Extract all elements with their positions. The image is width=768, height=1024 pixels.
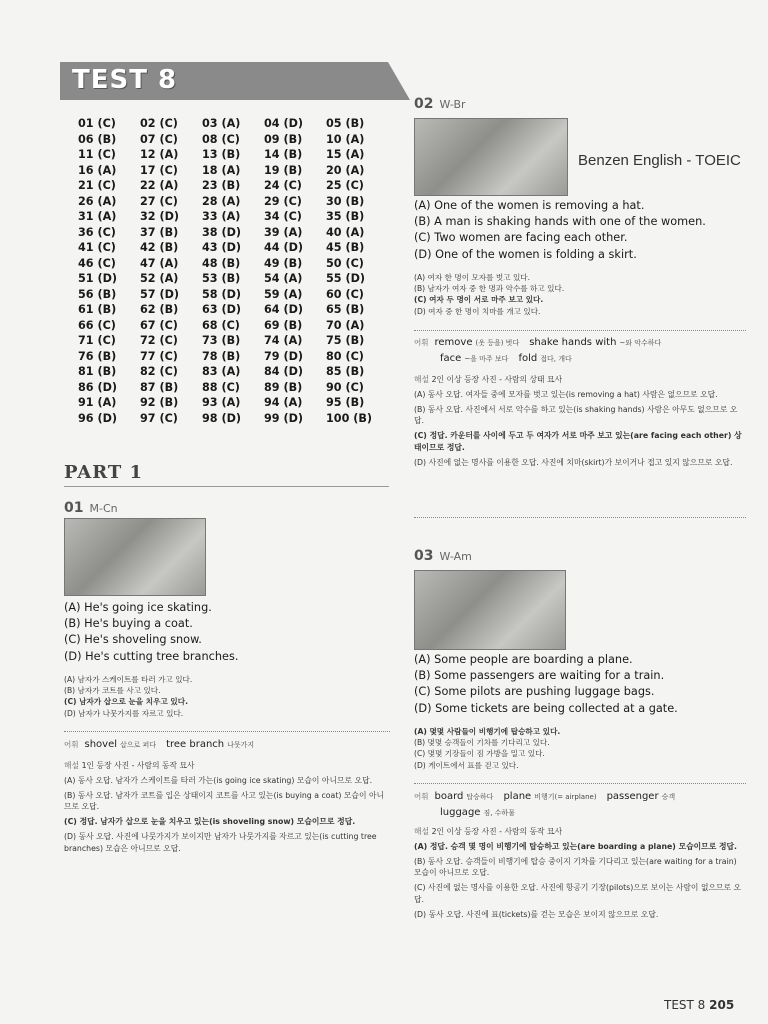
vocab-meaning: (옷 등을) 벗다 [475,339,520,347]
answer-item: 99 (D) [264,411,303,425]
q01-speaker: M-Cn [89,502,118,515]
q03-heading [414,548,472,564]
q01-photo [64,518,206,596]
answer-item: 83 (A) [202,365,241,378]
answer-item: 44 (D) [264,241,303,254]
answer-item: 40 (A) [326,225,365,239]
vocab-meaning: ~와 악수하다 [619,339,662,347]
answer-item: 02 (C) [140,117,178,130]
answer-item: 90 (C) [326,380,364,394]
answer-item: 56 (B) [78,287,117,301]
answer-item: 54 (A) [264,272,303,285]
q03-expl-b: (B) 동사 오답. 승객들이 비행기에 탑승 중이지 기차를 기다리고 있는(are waiting for a train) 모습이 아니므로 오답. [414,856,737,878]
q01-vocab [64,737,264,753]
answer-item: 28 (A) [202,194,241,208]
answer-item: 67 (C) [140,318,178,332]
vocab-meaning: 삽으로 퍼다 [120,741,157,749]
answer-item: 77 (C) [140,349,178,363]
part-divider [64,486,389,487]
q03-option-b: (B) Some passengers are waiting for a train. [414,669,665,683]
q01-option-c: (C) He's shoveling snow. [64,633,202,647]
answer-item: 39 (A) [264,225,303,239]
vocab-meaning: ~을 마주 보다 [464,355,509,363]
answer-item: 41 (C) [78,241,116,254]
q03-korean-c: (C) 몇몇 기장들이 짐 가방을 밀고 있다. [414,749,545,759]
answer-item: 52 (A) [140,272,179,285]
q01-korean-b: (B) 남자가 코트를 사고 있다. [64,686,161,696]
answer-item: 23 (B) [202,179,241,192]
q02-number: 02 [414,96,434,112]
answer-item: 11 (C) [78,148,116,161]
q03-options [414,652,678,717]
vocab-word: face [440,353,462,364]
answer-item: 27 (C) [140,194,178,208]
q01-korean-d: (D) 남자가 나뭇가지를 자르고 있다. [64,708,184,718]
answer-item: 94 (A) [264,396,303,409]
answer-item: 98 (D) [202,411,241,425]
vocab-word: remove [434,337,473,348]
vocab-word: tree branch [166,739,225,750]
answer-item: 80 (C) [326,349,364,363]
answer-item: 42 (B) [140,241,179,254]
q01-explanation [64,760,390,858]
answer-item: 70 (A) [326,318,365,332]
q02-vocab [414,335,671,367]
footer-label: TEST 8 [664,998,706,1012]
answer-item: 81 (B) [78,365,117,378]
answer-item: 13 (B) [202,148,241,161]
q03-expl-label: 해설 [414,827,430,836]
answer-item: 84 (D) [264,365,303,378]
vocab-word: shake hands with [529,337,617,348]
answer-item: 01 (C) [78,117,116,130]
answer-item: 60 (C) [326,287,364,301]
answer-item: 91 (A) [78,396,117,409]
answer-item: 89 (B) [264,380,303,394]
answer-item: 75 (B) [326,334,365,347]
answer-item: 32 (D) [140,210,179,223]
q03-option-c: (C) Some pilots are pushing luggage bags. [414,685,655,699]
q03-expl-d: (D) 동사 오답. 사진에 표(tickets)를 걷는 모습은 보이지 않으므로 오답. [414,909,659,919]
answer-item: 62 (B) [140,303,179,316]
q02-expl-label: 해설 [414,375,430,384]
q02-korean-c: (C) 여자 두 명이 서로 마주 보고 있다. [414,295,544,305]
answer-item: 10 (A) [326,132,365,146]
answer-item: 21 (C) [78,179,116,192]
answer-item: 72 (C) [140,334,178,347]
answer-item: 86 (D) [78,380,117,394]
answer-item: 95 (B) [326,396,365,409]
answer-item: 38 (D) [202,225,241,239]
answer-item: 20 (A) [326,163,365,177]
q02-expl-c: (C) 정답. 카운터를 사이에 두고 두 여자가 서로 마주 보고 있는(are facing each other) 상태이므로 정답. [414,431,742,452]
vocab-word: board [434,791,464,802]
answer-item: 63 (D) [202,303,241,316]
answer-item: 35 (B) [326,210,365,223]
page-number: 205 [709,998,735,1012]
q03-vocab-label: 어휘 [414,792,429,801]
answer-item: 93 (A) [202,396,241,409]
answer-item: 53 (B) [202,272,241,285]
answer-key-grid [78,116,388,426]
q03-expl-a: (A) 정답. 승객 몇 명이 비행기에 탑승하고 있는(are boarding a plane) 모습이므로 정답. [414,841,737,851]
q02-speaker: W-Br [439,98,466,111]
q03-korean-d: (D) 게이트에서 표를 걷고 있다. [414,760,519,770]
answer-item: 82 (C) [140,365,178,378]
q03-expl-title: 2인 이상 등장 사진 - 사람의 동작 묘사 [431,827,563,836]
q03-photo [414,570,566,650]
q01-korean-a: (A) 남자가 스케이트를 타러 가고 있다. [64,675,193,684]
q02-divider [414,330,746,331]
answer-item: 14 (B) [264,148,303,161]
q01-number: 01 [64,500,84,516]
q01-vocab-label: 어휘 [64,740,79,749]
vocab-word: fold [518,353,538,364]
q01-expl-b: (B) 동사 오답. 남자가 코트를 입은 상태이지 코트를 사고 있는(is buying a coat) 모습이 아니므로 오답. [64,790,385,812]
answer-item: 29 (C) [264,194,302,208]
answer-item: 55 (D) [326,272,365,285]
q03-korean-a: (A) 몇몇 사람들이 비행기에 탑승하고 있다. [414,727,561,736]
q02-option-a: (A) One of the women is removing a hat. [414,199,645,212]
q02-options [414,198,706,263]
answer-item: 45 (B) [326,241,365,254]
vocab-word: plane [503,791,532,802]
answer-item: 12 (A) [140,148,179,161]
q02-explanation [414,374,746,472]
q01-heading [64,500,118,516]
q02-expl-title: 2인 이상 등장 사진 - 사람의 상태 묘사 [431,375,563,384]
q03-explanation [414,826,746,924]
q01-option-d: (D) He's cutting tree branches. [64,649,239,663]
q03-korean [414,726,560,771]
q01-option-b: (B) He's buying a coat. [64,617,193,631]
q02-end-divider [414,517,746,518]
answer-item: 65 (B) [326,303,365,316]
q01-divider [64,731,390,732]
answer-item: 05 (B) [326,117,365,130]
vocab-word: shovel [84,739,118,750]
q02-korean-a: (A) 여자 한 명이 모자를 벗고 있다. [414,273,531,282]
vocab-meaning: 나뭇가지 [227,741,255,749]
q02-heading [414,96,466,112]
answer-item: 61 (B) [78,303,117,316]
answer-item: 08 (C) [202,132,240,146]
answer-item: 57 (D) [140,287,179,301]
q03-vocab [414,789,685,821]
answer-item: 07 (C) [140,132,178,146]
answer-item: 85 (B) [326,365,365,378]
answer-item: 22 (A) [140,179,179,192]
answer-item: 15 (A) [326,148,365,161]
vocab-meaning: 탑승하다 [466,793,494,801]
answer-item: 78 (B) [202,349,241,363]
answer-item: 37 (B) [140,225,179,239]
answer-item: 76 (B) [78,349,117,363]
q03-number: 03 [414,548,434,564]
answer-item: 17 (C) [140,163,178,177]
q03-expl-c: (C) 사진에 없는 명사를 이용한 오답. 사진에 항공기 기장(pilots)으로 보이는 사람이 없으므로 오답. [414,883,742,904]
answer-item: 19 (B) [264,163,303,177]
answer-item: 06 (B) [78,132,117,146]
q02-option-d: (D) One of the women is folding a skirt. [414,247,637,261]
answer-item: 51 (D) [78,272,117,285]
answer-item: 30 (B) [326,194,365,208]
answer-item: 43 (D) [202,241,241,254]
answer-item: 68 (C) [202,318,240,332]
answer-item: 26 (A) [78,194,117,208]
answer-item: 46 (C) [78,256,116,270]
vocab-meaning: 승객 [661,793,676,801]
q03-option-d: (D) Some tickets are being collected at a gate. [414,701,678,715]
answer-item: 74 (A) [264,334,303,347]
answer-item: 100 (B) [326,411,373,425]
q01-option-a: (A) He's going ice skating. [64,601,212,614]
answer-item: 25 (C) [326,179,364,192]
answer-item: 50 (C) [326,256,364,270]
vocab-meaning: 짐, 수하물 [483,809,515,817]
answer-item: 03 (A) [202,117,241,130]
q01-expl-d: (D) 동사 오답. 사진에 나뭇가지가 보이지만 남자가 나뭇가지를 자르고 있는(is cutting tree branches) 모습은 아니므로 오답. [64,831,377,853]
q02-expl-d: (D) 사진에 없는 명사를 이용한 오답. 사진에 치마(skirt)가 보이거나 접고 있지 않으므로 오답. [414,457,733,467]
vocab-meaning: 비행기(= airplane) [534,793,597,801]
vocab-meaning: 접다, 개다 [540,355,572,363]
answer-item: 71 (C) [78,334,116,347]
q01-expl-c: (C) 정답. 남자가 삽으로 눈을 치우고 있는(is shoveling snow) 모습이므로 정답. [64,817,356,827]
vocab-word: luggage [440,807,481,818]
answer-item: 69 (B) [264,318,303,332]
answer-item: 58 (D) [202,287,241,301]
answer-item: 36 (C) [78,225,116,239]
answer-item: 18 (A) [202,163,241,177]
answer-item: 48 (B) [202,256,241,270]
watermark-text: Benzen English - TOEIC [578,152,741,169]
q02-option-c: (C) Two women are facing each other. [414,231,628,245]
q02-korean [414,272,564,317]
q02-option-b: (B) A man is shaking hands with one of the women. [414,215,706,229]
answer-item: 64 (D) [264,303,303,316]
q02-korean-d: (D) 여자 중 한 명이 치마를 개고 있다. [414,306,541,316]
q01-options [64,600,238,665]
answer-item: 73 (B) [202,334,241,347]
q03-korean-b: (B) 몇몇 승객들이 기차를 기다리고 있다. [414,738,550,748]
answer-item: 97 (C) [140,411,178,425]
answer-item: 34 (C) [264,210,302,223]
answer-item: 87 (B) [140,380,179,394]
answer-item: 96 (D) [78,411,117,425]
page-footer [664,998,734,1012]
q02-photo [414,118,568,196]
answer-item: 09 (B) [264,132,303,146]
answer-item: 33 (A) [202,210,241,223]
q03-divider [414,783,746,784]
banner-corner [388,62,410,100]
answer-item: 79 (D) [264,349,303,363]
q01-expl-title: 1인 등장 사진 - 사람의 동작 묘사 [81,761,195,770]
q02-korean-b: (B) 남자가 여자 중 한 명과 악수를 하고 있다. [414,284,565,294]
answer-item: 04 (D) [264,117,303,130]
q01-expl-a: (A) 동사 오답. 남자가 스케이트를 타러 가는(is going ice skating) 모습이 아니므로 오답. [64,775,373,785]
vocab-word: passenger [606,791,659,802]
answer-item: 49 (B) [264,256,303,270]
q01-korean [64,674,192,719]
answer-item: 24 (C) [264,179,302,192]
q03-option-a: (A) Some people are boarding a plane. [414,653,633,666]
answer-item: 47 (A) [140,256,179,270]
answer-item: 16 (A) [78,163,117,177]
q02-expl-b: (B) 동사 오답. 사진에서 서로 악수를 하고 있는(is shaking hands) 사람은 아무도 없으므로 오답. [414,404,738,426]
part-heading: PART 1 [64,462,144,483]
answer-item: 59 (A) [264,287,303,301]
test-title: TEST 8 [72,65,178,95]
q02-expl-a: (A) 동사 오답. 여자들 중에 모자를 벗고 있는(is removing a hat) 사람은 없으므로 오답. [414,389,718,399]
q02-vocab-label: 어휘 [414,338,429,347]
q01-expl-label: 해설 [64,761,80,770]
q03-speaker: W-Am [439,550,472,563]
answer-item: 31 (A) [78,210,117,223]
answer-item: 92 (B) [140,396,179,409]
answer-item: 66 (C) [78,318,116,332]
q01-korean-c: (C) 남자가 삽으로 눈을 치우고 있다. [64,697,188,707]
answer-item: 88 (C) [202,380,240,394]
